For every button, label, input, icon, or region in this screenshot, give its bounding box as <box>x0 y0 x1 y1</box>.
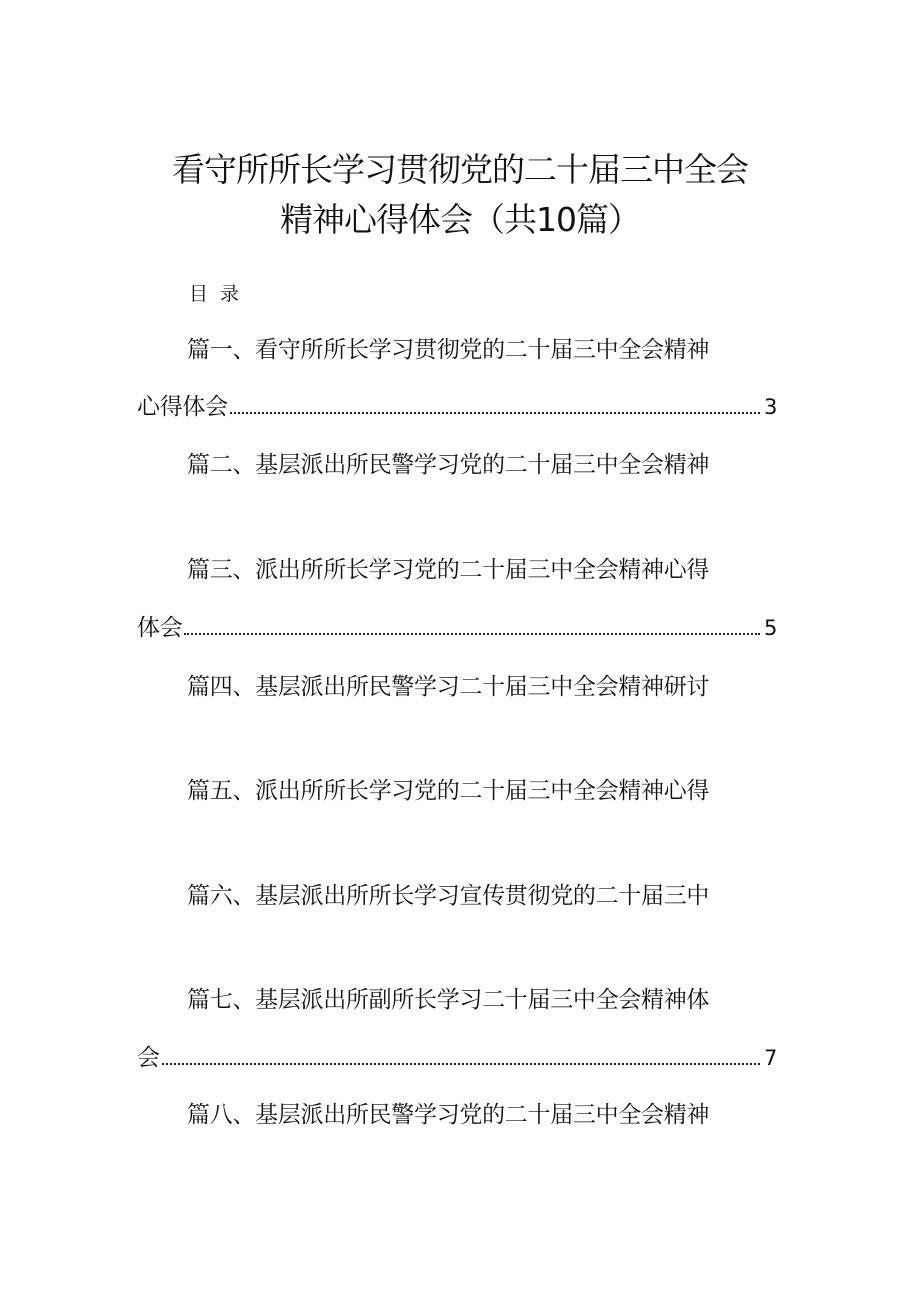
toc-heading: 目 录 <box>189 283 243 305</box>
toc-entry-7-page: 7 <box>763 1046 777 1070</box>
toc-entry-1-line2: 心得体会 <box>137 394 228 420</box>
toc-entry-5[interactable]: 篇五、派出所所长学习党的二十届三中全会精神心得 <box>187 778 710 804</box>
toc-entry-1[interactable]: 篇一、看守所所长学习贯彻党的二十届三中全会精神 <box>187 337 710 363</box>
dot-leader <box>230 411 760 414</box>
dot-leader <box>184 632 760 635</box>
toc-entry-8[interactable]: 篇八、基层派出所民警学习党的二十届三中全会精神 <box>187 1102 710 1128</box>
toc-entry-3[interactable]: 篇三、派出所所长学习党的二十届三中全会精神心得 <box>187 557 710 583</box>
toc-entry-3-line2: 体会 <box>137 615 183 641</box>
toc-entry-3-continuation[interactable] <box>137 613 777 643</box>
toc-entry-1-continuation[interactable] <box>137 392 777 422</box>
toc-entry-6[interactable]: 篇六、基层派出所所长学习宣传贯彻党的二十届三中 <box>187 883 710 909</box>
toc-entry-7-continuation[interactable] <box>137 1043 777 1073</box>
document-title-line-2: 精神心得体会（共10篇） <box>280 200 640 239</box>
toc-entry-7-line2: 会 <box>137 1045 160 1071</box>
toc-entry-4[interactable]: 篇四、基层派出所民警学习二十届三中全会精神研讨 <box>187 674 710 700</box>
document-title-line-1: 看守所所长学习贯彻党的二十届三中全会 <box>172 150 748 189</box>
toc-entry-2[interactable]: 篇二、基层派出所民警学习党的二十届三中全会精神 <box>187 452 710 478</box>
toc-entry-7[interactable]: 篇七、基层派出所副所长学习二十届三中全会精神体 <box>187 987 710 1013</box>
toc-entry-3-page: 5 <box>763 616 777 640</box>
toc-entry-1-page: 3 <box>763 395 777 419</box>
dot-leader <box>162 1062 760 1065</box>
